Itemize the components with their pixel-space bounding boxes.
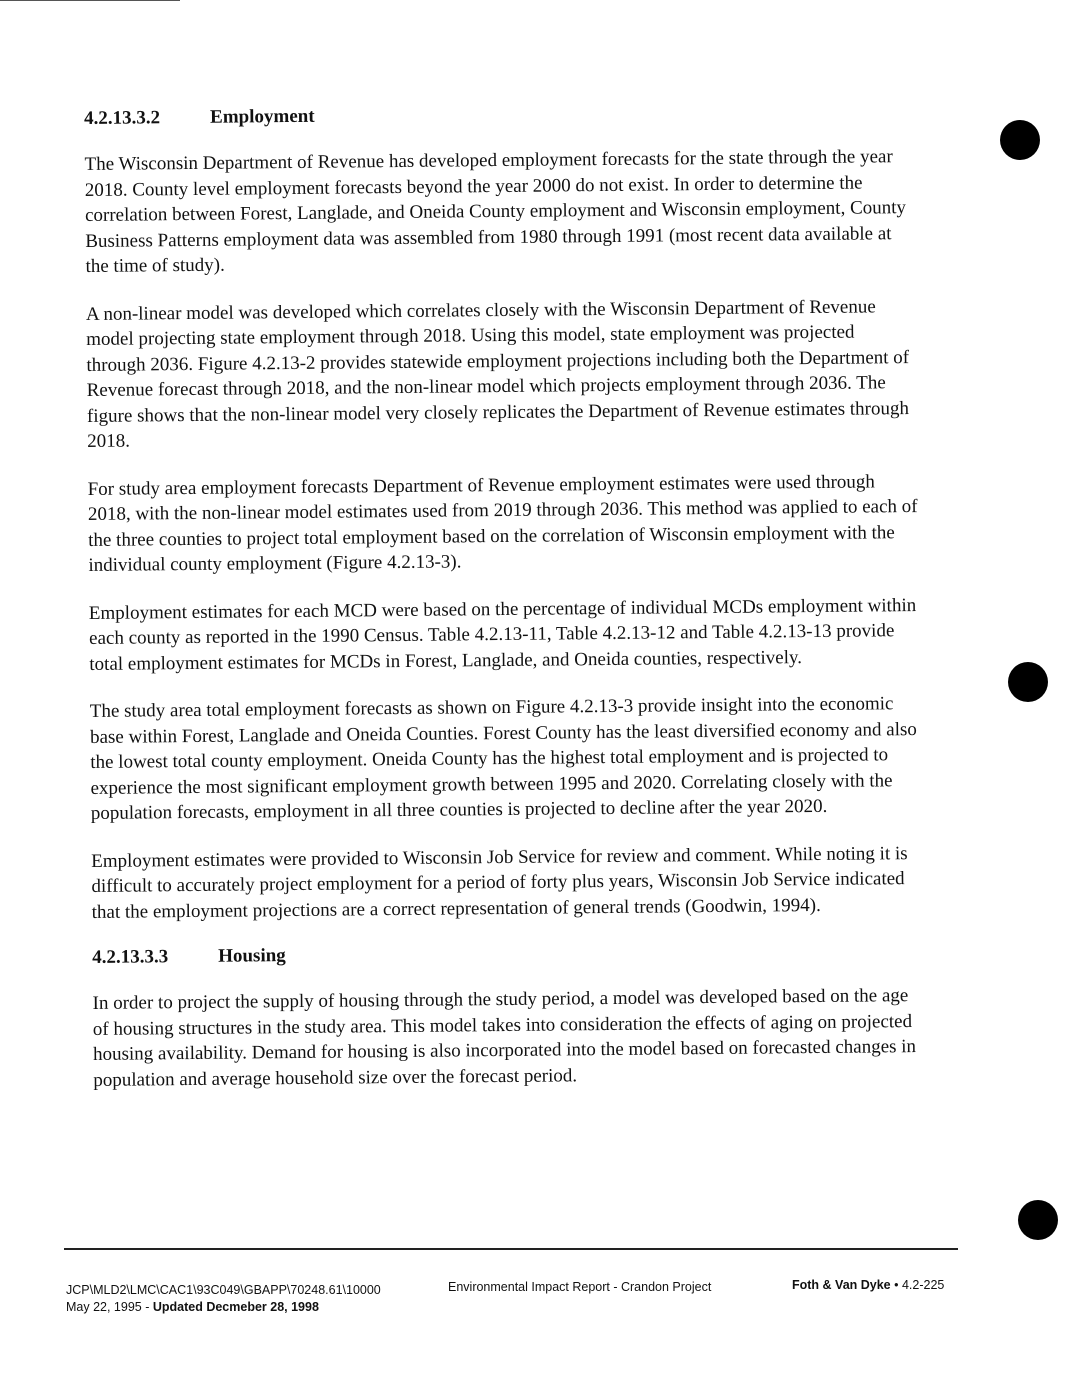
section-title: Employment: [209, 105, 315, 128]
scan-edge-line: [0, 0, 180, 1]
footer-separator: •: [890, 1278, 902, 1292]
section-heading-housing: [92, 939, 922, 969]
paragraph: Employment estimates were provided to Wisconsin Job Service for review and comment. While noting it is difficult to accurately project employment for a period of forty plus years, Wisconsin Job Service indicated that the employment projections are a correct representation of general trends (Goodwin, 1994).: [91, 842, 908, 923]
paragraph: The Wisconsin Department of Revenue has developed employment forecasts for the state through the year 2018. County level employment forecasts beyond the year 2000 do not exist. In order to determine the correlation between Forest, Langlade, and Oneida County employment and Wisconsin employment, County Business Patterns employment data was assembled from 1980 through 1991 (most recent data available at the time of study).: [84, 146, 907, 277]
document-body: [84, 100, 924, 1115]
section-number: 4.2.13.3.3: [92, 946, 169, 968]
footer-company-page: [792, 1278, 944, 1292]
section-title: Housing: [218, 945, 286, 967]
paragraph: For study area employment forecasts Department of Revenue employment estimates were used through 2018, with the non-linear model estimates used from 2019 through 2036. This method was applied to each of the three counties to project total employment based on the correlation of Wisconsin employment with the individual county employment (Figure 4.2.13-3).: [87, 470, 918, 576]
footer-date: May 22, 1995 -: [66, 1300, 153, 1314]
footer-path: JCP\MLD2\LMC\CAC1\93C049\GBAPP\70248.61\10000: [66, 1283, 381, 1297]
section-number: 4.2.13.3.2: [84, 107, 161, 129]
footer-company: Foth & Van Dyke: [792, 1278, 891, 1292]
section-heading-employment: [84, 100, 914, 130]
footer-file-info: [66, 1282, 381, 1316]
punch-hole: [1018, 1200, 1058, 1240]
paragraph: Employment estimates for each MCD were based on the percentage of individual MCDs employment within each county as reported in the 1990 Census. Table 4.2.13-11, Table 4.2.13-12 and Table 4.2.13-13 provide total employment estimates for MCDs in Forest, Langlade, and Oneida counties, respectively.: [88, 594, 917, 675]
paragraph: The study area total employment forecasts as shown on Figure 4.2.13-3 provide insight into the economic base within Forest, Langlade and Oneida Counties. Forest County has the least diversified economy and also the lowest total county employment. Oneida County has the highest total employment and is projected to experience the most significant employment growth between 1995 and 2020. Correlating closely with the population forecasts, employment in all three counties is projected to decline after the year 2020.: [89, 693, 917, 824]
footer-dates: [66, 1299, 381, 1316]
footer-page-number: 4.2-225: [901, 1278, 945, 1292]
paragraph: A non-linear model was developed which correlates closely with the Wisconsin Department of Revenue model projecting state employment through 2018. Using this model, state employment was projected through 2036. Figure 4.2.13-2 provides statewide employment projections including both the Department of Revenue forecast through 2018, and the non-linear model which projects employment through 2036. The figure shows that the non-linear model very closely replicates the Department of Revenue estimates through 2018.: [85, 295, 910, 452]
paragraph: In order to project the supply of housing through the study period, a model was developed based on the age of housing structures in the study area. This model takes into consideration the effects of aging on projected housing availability. Demand for housing is also incorporated into the model based on forecasted changes in population and average household size over the forecast period.: [92, 985, 917, 1091]
footer-divider: [64, 1248, 958, 1250]
punch-hole: [1000, 120, 1040, 160]
punch-hole: [1008, 662, 1048, 702]
footer-updated: Updated Decmeber 28, 1998: [152, 1300, 319, 1314]
footer-report-title: Environmental Impact Report - Crandon Project: [448, 1280, 712, 1294]
